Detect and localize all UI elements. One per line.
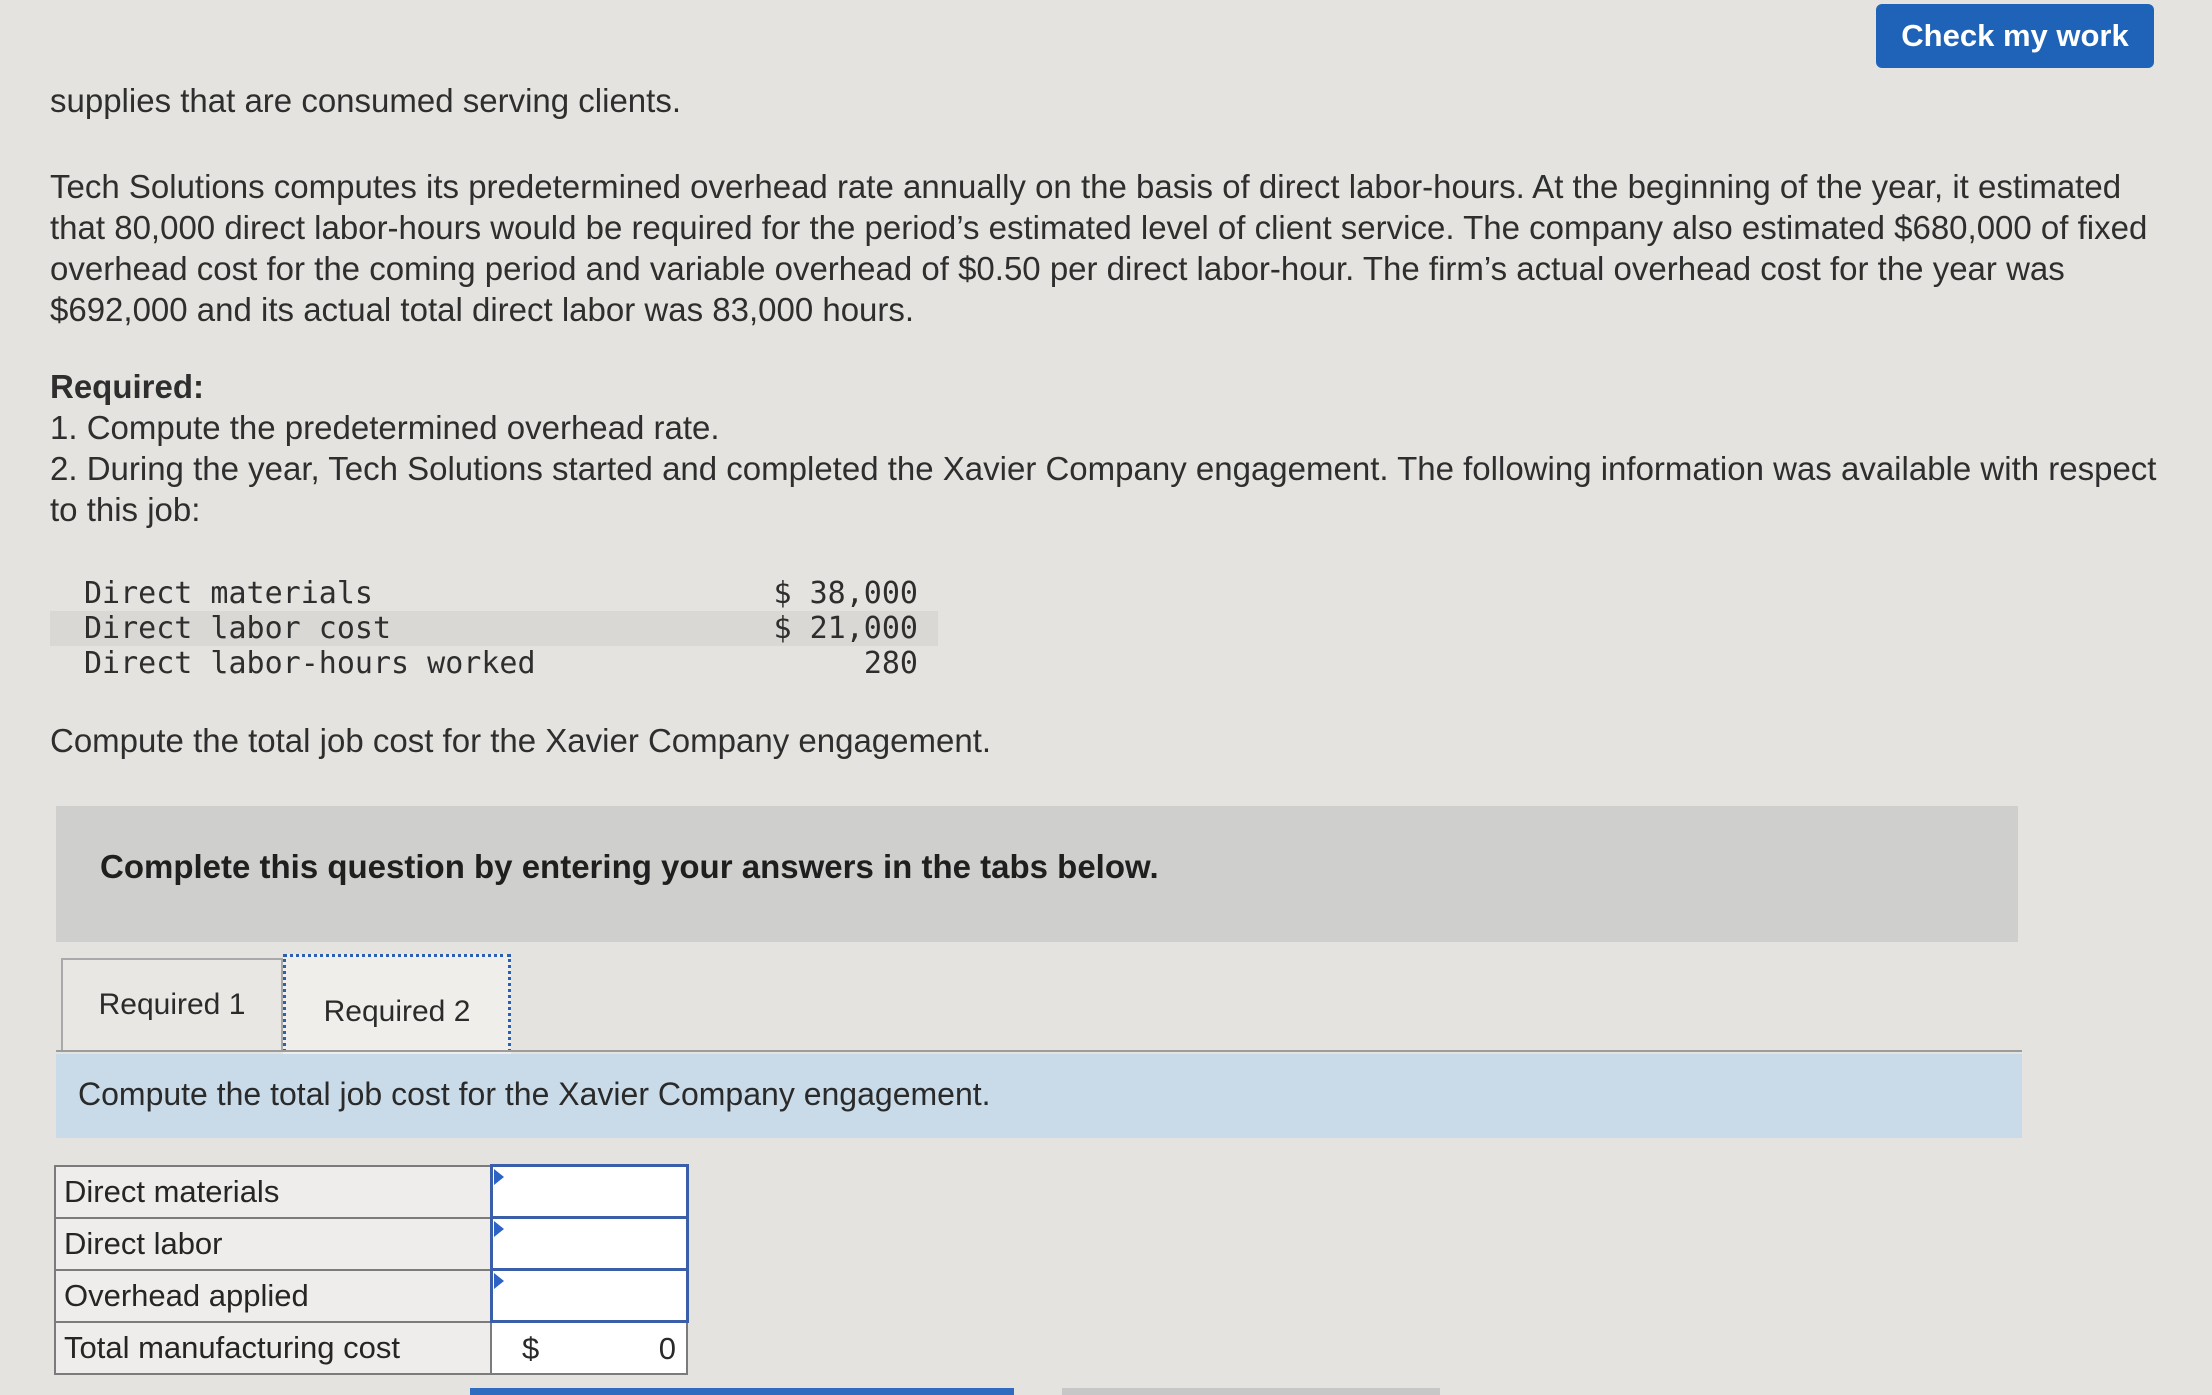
required-heading: Required: [50, 368, 205, 405]
direct-labor-input[interactable] [493, 1219, 686, 1268]
task-prompt-text: Compute the total job cost for the Xavier Company engagement. [78, 1076, 991, 1112]
direct-materials-input-cell[interactable] [491, 1166, 687, 1218]
table-row [55, 1166, 687, 1218]
total-manufacturing-cost-label: Total manufacturing cost [55, 1322, 491, 1374]
job-data-label: Direct labor-hours worked [84, 646, 536, 681]
tab-required-1[interactable]: Required 1 [61, 958, 283, 1050]
instructions-text: Complete this question by entering your answers in the tabs below. [100, 848, 1159, 885]
job-data-value: $ 38,000 [773, 576, 918, 611]
job-data-label: Direct materials [84, 576, 373, 611]
job-data-value: $ 21,000 [680, 611, 938, 646]
compute-instruction-text: Compute the total job cost for the Xavier Company engagement. [50, 722, 992, 759]
table-row [55, 1270, 687, 1322]
job-data-table [50, 576, 938, 681]
currency-symbol: $ [522, 1331, 540, 1366]
table-row [55, 1322, 687, 1374]
overhead-applied-input-cell[interactable] [491, 1270, 687, 1322]
bottom-nav-button[interactable] [1062, 1388, 1440, 1395]
task-prompt-bar [56, 1054, 2022, 1138]
job-data-row [50, 576, 938, 611]
check-my-work-button[interactable]: Check my work [1876, 4, 2154, 68]
required-section [50, 366, 2160, 530]
job-cost-answer-table [54, 1164, 689, 1375]
total-manufacturing-cost-cell [491, 1322, 687, 1374]
problem-body-text: Tech Solutions computes its predetermined overhead rate annually on the basis of direct labor-hours. At the beginning of the year, it estimated that 80,000 direct labor-hours would be required for the period’s estimated level of client service. The company also estimated $680,000 of fixed overhead cost for the coming period and variable overhead of $0.50 per direct labor-hour. The firm’s actual overhead cost for the year was $692,000 and its actual total direct labor was 83,000 hours. [50, 168, 2148, 328]
overhead-applied-label: Overhead applied [55, 1270, 491, 1322]
job-data-row [50, 611, 938, 646]
instructions-banner [56, 806, 2018, 942]
overhead-applied-input[interactable] [493, 1271, 686, 1320]
bottom-nav-button[interactable] [470, 1388, 1014, 1395]
job-data-label: Direct labor cost [50, 611, 680, 646]
tab-required-2[interactable]: Required 2 [283, 954, 511, 1070]
job-data-value: 280 [863, 646, 918, 681]
table-row [55, 1218, 687, 1270]
direct-labor-input-cell[interactable] [491, 1218, 687, 1270]
problem-intro-text: supplies that are consumed serving clients. [50, 82, 681, 119]
required-item-2: 2. During the year, Tech Solutions started and completed the Xavier Company engagement. The following information was available with respect to this job: [50, 450, 2157, 528]
tabs-divider [56, 1050, 2022, 1052]
job-data-row [50, 646, 938, 681]
required-item-1: 1. Compute the predetermined overhead rate. [50, 409, 720, 446]
direct-materials-label: Direct materials [55, 1166, 491, 1218]
direct-labor-label: Direct labor [55, 1218, 491, 1270]
direct-materials-input[interactable] [493, 1167, 686, 1216]
total-manufacturing-cost-value: 0 [658, 1331, 676, 1366]
